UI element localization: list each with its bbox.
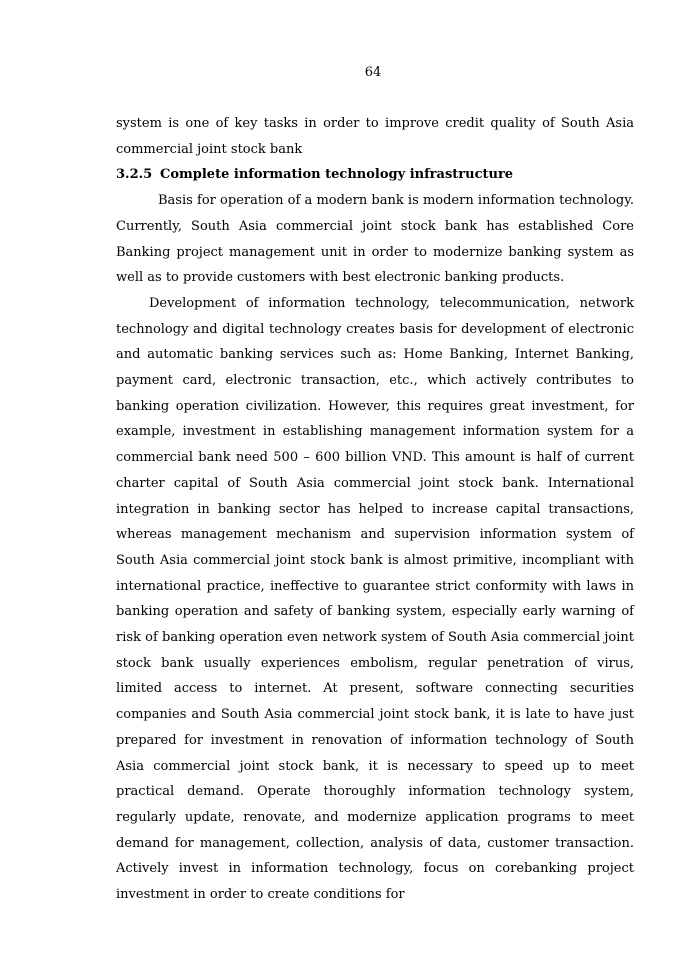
paragraph: Basis for operation of a modern bank is modern information technology. Currently, South Asia commercial joint stock bank has established Core Banking project management unit in order to modernize banking system as well as to provide customers with best electronic banking products. <box>116 193 634 286</box>
section-heading <box>116 162 634 188</box>
section-number: 3.2.5 <box>116 167 153 183</box>
page-number: 64 <box>364 65 382 80</box>
continuation-paragraph: system is one of key tasks in order to improve credit quality of South Asia commercial joint stock bank <box>116 116 634 157</box>
paragraph: Development of information technology, telecommunication, network technology and digital technology creates basis for development of electronic and automatic banking services such as: Home Banking, Internet Banking, payment card, electronic transaction, etc., which actively contributes to banking operation civilization. However, this requires great investment, for example, investment in establishing management information system for a commercial bank need 500 – 600 billion VND. This amount is half of current charter capital of South Asia commercial joint stock bank. International integration in banking sector has helped to increase capital transactions, whereas management mechanism and supervision information system of South Asia commercial joint stock bank is almost primitive, incompliant with international practice, ineffective to guarantee strict conformity with laws in banking operation and safety of banking system, especially early warning of risk of banking operation even network system of South Asia commercial joint stock bank usually experiences embolism, regular penetration of virus, limited access to internet. At present, software connecting securities companies and South Asia commercial joint stock bank, it is late to have just prepared for investment in renovation of information technology of South Asia commercial joint stock bank, it is necessary to speed up to meet practical demand. Operate thoroughly information technology system, regularly update, renovate, and modernize application programs to meet demand for management, collection, analysis of data, customer transaction. Actively invest in information technology, focus on corebanking project investment in order to create conditions for <box>116 295 634 903</box>
section-title: Complete information technology infrastructure <box>160 167 514 183</box>
document-body <box>116 111 634 908</box>
